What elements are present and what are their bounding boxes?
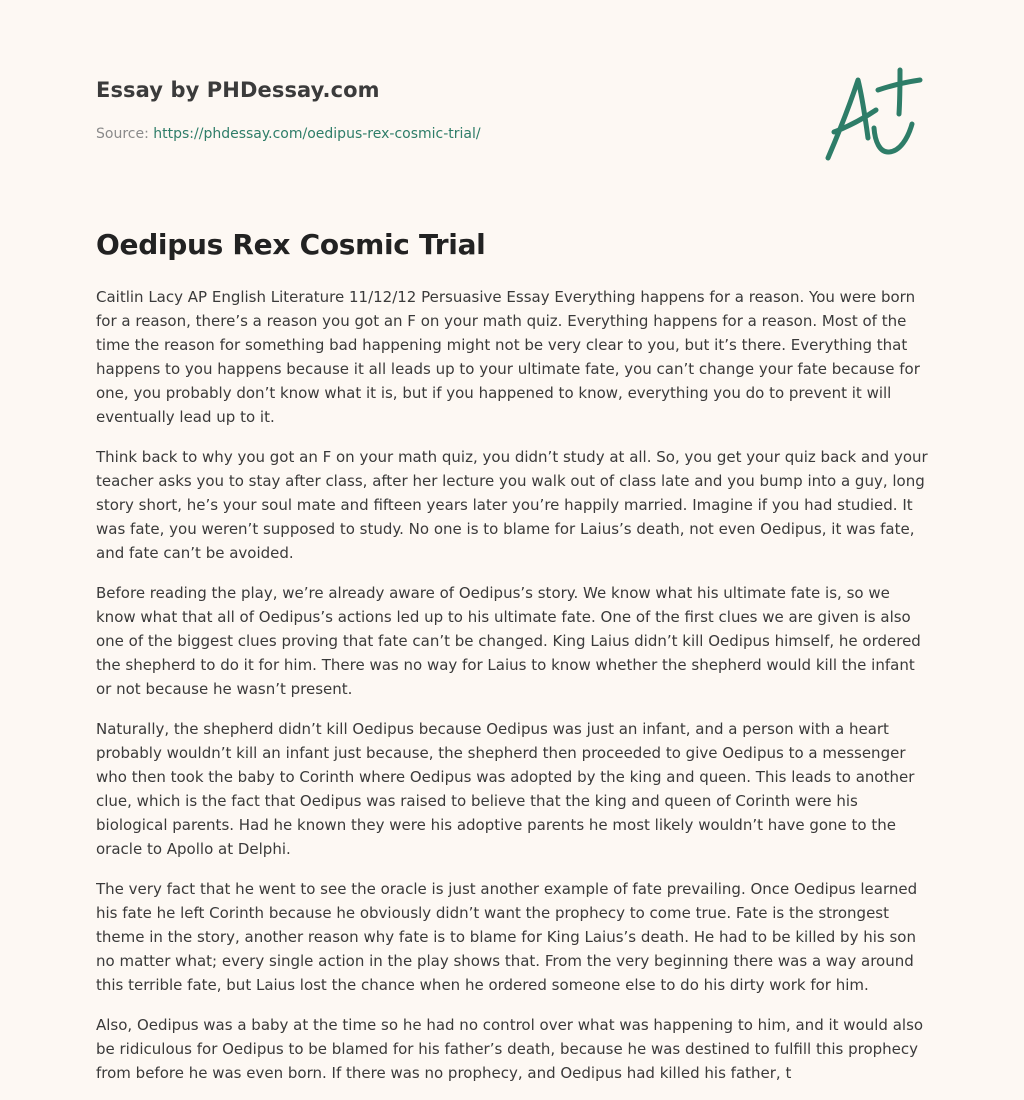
page-header [96, 76, 796, 144]
source-label: Source: [96, 126, 149, 142]
essay-paragraph: The very fact that he went to see the oracle is just another example of fate prevailing. Once Oedipus learned his fate he left Corinth because he obviously didn’t want the prophecy to come true. Fate is the strongest theme in the story, another reason why fate is to blame for King Laius’s death. He had to be killed by his son no matter what; every single action in the play shows that. From the very beginning there was a way around this terrible fate, but Laius lost the chance when he ordered someone else to do his dirty work for him. [96, 880, 918, 994]
essay-body [96, 285, 928, 1100]
essay-title: Oedipus Rex Cosmic Trial [96, 228, 486, 261]
essay-paragraph: Think back to why you got an F on your math quiz, you didn’t study at all. So, you get your quiz back and your teacher asks you to stay after class, after her lecture you walk out of class late and you bump into a guy, long story short, he’s your soul mate and fifteen years later you’re happily married. Imagine if you had studied. It was fate, you weren’t supposed to study. No one is to blame for Laius’s death, not even Oedipus, it was fate, and fate can’t be avoided. [96, 448, 928, 562]
essay-paragraph: Also, Oedipus was a baby at the time so he had no control over what was happening to him, and it would also be ridiculous for Oedipus to be blamed for his father’s death, because he was destined to fulfill this prophecy from before he was even born. If there was no prophecy, and Oedipus had killed his father, t [96, 1016, 924, 1082]
essay-paragraph: Before reading the play, we’re already aware of Oedipus’s story. We know what his ultimate fate is, so we know what that all of Oedipus’s actions led up to his ultimate fate. One of the first clues we are given is also one of the biggest clues proving that fate can’t be changed. King Laius didn’t kill Oedipus himself, he ordered the shepherd to do it for him. There was no way for Laius to know whether the shepherd would kill the infant or not because he wasn’t present. [96, 584, 921, 698]
a-plus-logo-svg [820, 66, 930, 166]
source-link[interactable]: https://phdessay.com/oedipus-rex-cosmic-trial/ [153, 126, 481, 142]
source-line [96, 124, 796, 144]
site-brand: Essay by PHDessay.com [96, 78, 380, 102]
essay-paragraph: Caitlin Lacy AP English Literature 11/12/12 Persuasive Essay Everything happens for a reason. You were born for a reason, there’s a reason you got an F on your math quiz. Everything happens for a reason. Most of the time the reason for something bad happening might not be very clear to you, but it’s there. Everything that happens to you happens because it all leads up to your ultimate fate, you can’t change your fate because for one, you probably don’t know what it is, but if you happened to know, everything you do to prevent it will eventually lead up to it. [96, 288, 920, 426]
essay-paragraph: Naturally, the shepherd didn’t kill Oedipus because Oedipus was just an infant, and a person with a heart probably wouldn’t kill an infant just because, the shepherd then proceeded to give Oedipus to a messenger who then took the baby to Corinth where Oedipus was adopted by the king and queen. This leads to another clue, which is the fact that Oedipus was raised to believe that the king and queen of Corinth were his biological parents. Had he known they were his adoptive parents he most likely wouldn’t have gone to the oracle to Apollo at Delphi. [96, 720, 915, 858]
a-plus-logo-icon [820, 66, 930, 166]
